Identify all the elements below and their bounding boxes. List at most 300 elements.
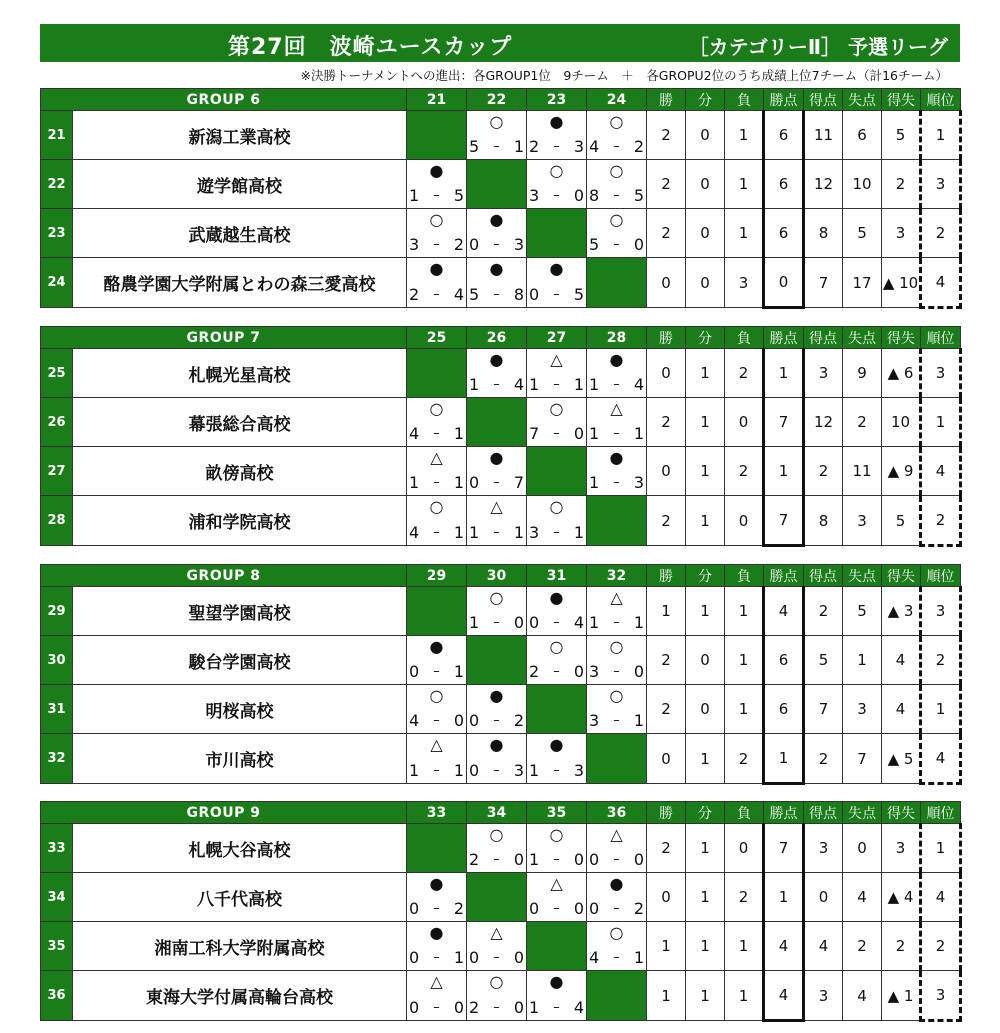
stat-header: 得失 — [882, 565, 921, 587]
team-number: 21 — [41, 111, 73, 160]
self-match-cell — [467, 636, 527, 685]
match-result-cell — [587, 685, 647, 734]
stat-draws: 0 — [686, 685, 725, 734]
table-row — [41, 349, 961, 398]
match-score — [409, 524, 464, 542]
result-symbol-icon: ○ — [609, 161, 624, 180]
match-score — [529, 187, 584, 205]
self-match-cell — [587, 971, 647, 1021]
result-symbol-icon: ○ — [609, 210, 624, 229]
stat-goals-against: 5 — [843, 209, 882, 258]
score-separator: – — [553, 664, 560, 679]
team-name: 八千代高校 — [73, 873, 407, 922]
match-result-cell — [407, 160, 467, 209]
stat-wins: 2 — [647, 111, 686, 160]
score-for: 2 — [529, 137, 540, 156]
stat-goals-against: 0 — [843, 824, 882, 873]
self-match-cell — [467, 873, 527, 922]
score-against: 0 — [453, 998, 465, 1017]
stat-header: 勝点 — [764, 327, 804, 349]
result-symbol-icon: △ — [550, 350, 563, 369]
score-separator: – — [613, 713, 620, 728]
stat-wins: 0 — [647, 734, 686, 784]
stat-goal-difference: 2 — [882, 160, 921, 209]
match-score — [409, 236, 464, 254]
stat-wins: 2 — [647, 398, 686, 447]
score-against: 2 — [633, 899, 645, 918]
score-separator: – — [493, 1000, 500, 1015]
stat-header: 分 — [686, 327, 725, 349]
stat-rank: 1 — [921, 685, 961, 734]
stat-losses: 0 — [725, 398, 764, 447]
score-separator: – — [493, 475, 500, 490]
stat-rank: 2 — [921, 209, 961, 258]
match-result-cell — [407, 685, 467, 734]
match-score — [529, 663, 584, 681]
match-score — [529, 286, 584, 304]
match-result-cell — [467, 447, 527, 496]
stat-goals-for: 7 — [804, 258, 843, 308]
opponent-column-header: 28 — [587, 327, 647, 349]
match-result-cell — [527, 160, 587, 209]
page-title: 第27回 波崎ユースカップ — [228, 35, 513, 60]
table-row — [41, 587, 961, 636]
score-for: 3 — [409, 235, 420, 254]
stat-draws: 1 — [686, 971, 725, 1021]
score-against: 1 — [633, 613, 645, 632]
score-for: 3 — [529, 186, 540, 205]
match-result-cell — [407, 636, 467, 685]
stat-draws: 1 — [686, 922, 725, 971]
match-result-cell — [407, 734, 467, 784]
stat-goals-against: 2 — [843, 922, 882, 971]
match-score — [409, 286, 464, 304]
match-score — [469, 949, 524, 967]
team-number: 36 — [41, 971, 73, 1021]
team-name: 東海大学付属高輪台高校 — [73, 971, 407, 1021]
self-match-cell — [527, 922, 587, 971]
score-against: 5 — [453, 186, 465, 205]
score-against: 3 — [573, 137, 585, 156]
match-result-cell — [527, 398, 587, 447]
stat-header: 勝点 — [764, 565, 804, 587]
team-number: 32 — [41, 734, 73, 784]
result-symbol-icon: ● — [489, 735, 504, 754]
stat-draws: 0 — [686, 209, 725, 258]
match-result-cell — [587, 447, 647, 496]
result-symbol-icon: ● — [429, 874, 444, 893]
team-name: 湘南工科大学附属高校 — [73, 922, 407, 971]
stat-goals-against: 2 — [843, 398, 882, 447]
stat-rank: 1 — [921, 111, 961, 160]
stat-draws: 1 — [686, 447, 725, 496]
team-number: 27 — [41, 447, 73, 496]
score-against: 3 — [633, 473, 645, 492]
stat-goals-for: 12 — [804, 160, 843, 209]
stat-goals-for: 8 — [804, 209, 843, 258]
stat-wins: 0 — [647, 349, 686, 398]
group-table — [40, 88, 962, 309]
match-result-cell — [587, 111, 647, 160]
result-symbol-icon: ○ — [549, 497, 564, 516]
match-score — [409, 762, 464, 780]
score-separator: – — [613, 139, 620, 154]
stat-goals-for: 5 — [804, 636, 843, 685]
match-score — [529, 900, 584, 918]
stat-goals-against: 11 — [843, 447, 882, 496]
result-symbol-icon: ● — [549, 588, 564, 607]
team-name: 駿台学園高校 — [73, 636, 407, 685]
stat-points: 0 — [764, 258, 804, 308]
stat-header: 順位 — [921, 327, 961, 349]
stat-goal-difference: ▲ 9 — [882, 447, 921, 496]
result-symbol-icon: ○ — [609, 112, 624, 131]
stat-points: 7 — [764, 496, 804, 546]
match-result-cell — [467, 111, 527, 160]
score-for: 1 — [589, 375, 600, 394]
result-symbol-icon: ● — [489, 259, 504, 278]
score-for: 1 — [529, 375, 540, 394]
score-separator: – — [613, 852, 620, 867]
stat-wins: 2 — [647, 685, 686, 734]
score-for: 1 — [589, 613, 600, 632]
match-score — [589, 376, 644, 394]
match-score — [529, 524, 584, 542]
stat-goals-against: 4 — [843, 971, 882, 1021]
stat-rank: 2 — [921, 496, 961, 546]
stat-wins: 2 — [647, 160, 686, 209]
match-score — [409, 949, 464, 967]
self-match-cell — [587, 496, 647, 546]
table-row — [41, 160, 961, 209]
result-symbol-icon: ○ — [549, 399, 564, 418]
stat-losses: 1 — [725, 111, 764, 160]
stat-points: 6 — [764, 209, 804, 258]
stat-points: 1 — [764, 447, 804, 496]
score-for: 3 — [529, 523, 540, 542]
score-for: 4 — [409, 424, 420, 443]
match-result-cell — [467, 209, 527, 258]
match-result-cell — [527, 636, 587, 685]
stat-points: 4 — [764, 971, 804, 1021]
stat-header: 失点 — [843, 802, 882, 824]
stat-header: 勝点 — [764, 802, 804, 824]
score-for: 2 — [529, 662, 540, 681]
match-result-cell — [407, 258, 467, 308]
stat-draws: 1 — [686, 496, 725, 546]
result-symbol-icon: △ — [430, 972, 443, 991]
score-separator: – — [433, 188, 440, 203]
score-for: 0 — [409, 948, 420, 967]
stat-goal-difference: ▲ 4 — [882, 873, 921, 922]
stat-points: 4 — [764, 587, 804, 636]
stat-header: 順位 — [921, 802, 961, 824]
stat-goal-difference: 5 — [882, 111, 921, 160]
result-symbol-icon: △ — [490, 923, 503, 942]
stat-goal-difference: 2 — [882, 922, 921, 971]
opponent-column-header: 23 — [527, 89, 587, 111]
score-against: 5 — [573, 285, 585, 304]
score-separator: – — [433, 287, 440, 302]
match-score — [529, 138, 584, 156]
stat-points: 7 — [764, 398, 804, 447]
stat-points: 6 — [764, 636, 804, 685]
stat-goals-against: 3 — [843, 496, 882, 546]
team-number: 34 — [41, 873, 73, 922]
stat-rank: 4 — [921, 258, 961, 308]
stat-rank: 2 — [921, 922, 961, 971]
score-against: 4 — [573, 998, 585, 1017]
stat-header: 負 — [725, 327, 764, 349]
stat-losses: 3 — [725, 258, 764, 308]
self-match-cell — [527, 209, 587, 258]
team-name: 遊学館高校 — [73, 160, 407, 209]
stat-rank: 4 — [921, 873, 961, 922]
score-against: 3 — [573, 761, 585, 780]
stat-goals-against: 1 — [843, 636, 882, 685]
stat-rank: 1 — [921, 824, 961, 873]
score-against: 0 — [513, 948, 525, 967]
stat-header: 勝 — [647, 565, 686, 587]
score-separator: – — [553, 377, 560, 392]
group-name: GROUP 7 — [41, 327, 407, 349]
stat-draws: 1 — [686, 873, 725, 922]
team-number: 31 — [41, 685, 73, 734]
stat-losses: 2 — [725, 349, 764, 398]
stat-header: 分 — [686, 565, 725, 587]
team-number: 26 — [41, 398, 73, 447]
result-symbol-icon: ○ — [489, 825, 504, 844]
stat-goal-difference: ▲ 10 — [882, 258, 921, 308]
result-symbol-icon: ○ — [489, 972, 504, 991]
result-symbol-icon: ○ — [609, 923, 624, 942]
stat-points: 1 — [764, 873, 804, 922]
match-result-cell — [467, 971, 527, 1021]
stat-header: 失点 — [843, 565, 882, 587]
stat-goals-against: 3 — [843, 685, 882, 734]
result-symbol-icon: ● — [489, 210, 504, 229]
score-against: 4 — [573, 613, 585, 632]
match-result-cell — [407, 873, 467, 922]
stat-goals-for: 11 — [804, 111, 843, 160]
score-against: 1 — [453, 662, 465, 681]
score-separator: – — [493, 763, 500, 778]
self-match-cell — [467, 160, 527, 209]
match-result-cell — [527, 349, 587, 398]
stat-wins: 2 — [647, 824, 686, 873]
team-number: 28 — [41, 496, 73, 546]
stat-losses: 1 — [725, 971, 764, 1021]
opponent-column-header: 26 — [467, 327, 527, 349]
match-result-cell — [467, 922, 527, 971]
score-against: 1 — [633, 424, 645, 443]
stat-wins: 2 — [647, 209, 686, 258]
score-for: 5 — [469, 137, 480, 156]
stat-goal-difference: 4 — [882, 685, 921, 734]
score-against: 0 — [633, 850, 645, 869]
table-row — [41, 922, 961, 971]
team-name: 新潟工業高校 — [73, 111, 407, 160]
match-score — [409, 425, 464, 443]
score-separator: – — [433, 237, 440, 252]
match-score — [469, 286, 524, 304]
score-for: 0 — [409, 899, 420, 918]
score-for: 1 — [529, 761, 540, 780]
opponent-column-header: 25 — [407, 327, 467, 349]
stat-header: 得点 — [804, 89, 843, 111]
team-number: 35 — [41, 922, 73, 971]
team-name: 聖望学園高校 — [73, 587, 407, 636]
score-for: 1 — [529, 850, 540, 869]
stat-rank: 3 — [921, 587, 961, 636]
team-number: 30 — [41, 636, 73, 685]
stat-rank: 1 — [921, 398, 961, 447]
score-against: 0 — [633, 235, 645, 254]
score-for: 3 — [589, 662, 600, 681]
stat-points: 1 — [764, 734, 804, 784]
result-symbol-icon: △ — [610, 588, 623, 607]
stat-goal-difference: ▲ 5 — [882, 734, 921, 784]
match-score — [409, 663, 464, 681]
stat-wins: 1 — [647, 971, 686, 1021]
score-against: 0 — [573, 899, 585, 918]
score-separator: – — [553, 525, 560, 540]
match-score — [589, 712, 644, 730]
score-separator: – — [433, 1000, 440, 1015]
stat-goal-difference: ▲ 6 — [882, 349, 921, 398]
match-score — [469, 762, 524, 780]
score-for: 1 — [589, 473, 600, 492]
table-row — [41, 734, 961, 784]
score-against: 5 — [633, 186, 645, 205]
match-score — [469, 712, 524, 730]
match-score — [529, 614, 584, 632]
score-separator: – — [433, 475, 440, 490]
score-separator: – — [553, 287, 560, 302]
score-against: 3 — [513, 235, 525, 254]
result-symbol-icon: ● — [429, 637, 444, 656]
team-number: 25 — [41, 349, 73, 398]
score-for: 1 — [409, 186, 420, 205]
match-result-cell — [587, 873, 647, 922]
score-against: 3 — [513, 761, 525, 780]
score-for: 0 — [589, 850, 600, 869]
result-symbol-icon: △ — [550, 874, 563, 893]
score-against: 1 — [453, 948, 465, 967]
score-for: 0 — [469, 948, 480, 967]
score-separator: – — [613, 950, 620, 965]
match-score — [469, 524, 524, 542]
result-symbol-icon: ● — [609, 874, 624, 893]
table-row — [41, 824, 961, 873]
stat-goals-against: 4 — [843, 873, 882, 922]
result-symbol-icon: ● — [609, 448, 624, 467]
result-symbol-icon: ○ — [429, 399, 444, 418]
match-score — [469, 614, 524, 632]
score-separator: – — [613, 426, 620, 441]
stat-header: 勝 — [647, 327, 686, 349]
score-separator: – — [613, 377, 620, 392]
score-against: 2 — [633, 137, 645, 156]
match-score — [589, 949, 644, 967]
stat-goals-for: 2 — [804, 587, 843, 636]
stat-wins: 0 — [647, 447, 686, 496]
result-symbol-icon: ● — [429, 161, 444, 180]
score-for: 7 — [529, 424, 540, 443]
stat-goals-for: 2 — [804, 447, 843, 496]
stat-goal-difference: 3 — [882, 824, 921, 873]
match-score — [529, 762, 584, 780]
stat-header: 負 — [725, 89, 764, 111]
stat-header: 勝 — [647, 802, 686, 824]
match-score — [589, 138, 644, 156]
result-symbol-icon: ● — [429, 923, 444, 942]
stat-goals-against: 17 — [843, 258, 882, 308]
result-symbol-icon: △ — [610, 399, 623, 418]
stat-goals-for: 3 — [804, 349, 843, 398]
stat-goal-difference: 10 — [882, 398, 921, 447]
stat-draws: 1 — [686, 349, 725, 398]
match-score — [589, 236, 644, 254]
table-row — [41, 873, 961, 922]
match-score — [589, 187, 644, 205]
table-row — [41, 111, 961, 160]
score-separator: – — [433, 426, 440, 441]
match-score — [529, 376, 584, 394]
match-score — [529, 851, 584, 869]
team-number: 29 — [41, 587, 73, 636]
match-result-cell — [467, 258, 527, 308]
match-result-cell — [407, 496, 467, 546]
score-against: 4 — [633, 375, 645, 394]
stat-draws: 1 — [686, 587, 725, 636]
stat-points: 6 — [764, 160, 804, 209]
stat-rank: 4 — [921, 734, 961, 784]
score-separator: – — [493, 139, 500, 154]
score-for: 0 — [409, 998, 420, 1017]
stat-goals-for: 8 — [804, 496, 843, 546]
match-result-cell — [527, 258, 587, 308]
score-separator: – — [613, 237, 620, 252]
match-result-cell — [407, 447, 467, 496]
match-score — [529, 999, 584, 1017]
stat-points: 7 — [764, 824, 804, 873]
opponent-column-header: 31 — [527, 565, 587, 587]
stat-rank: 3 — [921, 971, 961, 1021]
result-symbol-icon: ● — [549, 112, 564, 131]
result-symbol-icon: ● — [489, 686, 504, 705]
score-separator: – — [493, 950, 500, 965]
stat-wins: 0 — [647, 873, 686, 922]
self-match-cell — [407, 111, 467, 160]
score-against: 0 — [513, 613, 525, 632]
score-against: 8 — [513, 285, 525, 304]
match-result-cell — [587, 922, 647, 971]
match-result-cell — [527, 111, 587, 160]
team-name: 酪農学園大学附属とわの森三愛高校 — [73, 258, 407, 308]
stat-goals-for: 2 — [804, 734, 843, 784]
match-result-cell — [527, 734, 587, 784]
match-score — [409, 999, 464, 1017]
score-separator: – — [433, 763, 440, 778]
stat-header: 勝 — [647, 89, 686, 111]
team-number: 33 — [41, 824, 73, 873]
score-for: 0 — [589, 899, 600, 918]
score-for: 0 — [409, 662, 420, 681]
score-for: 5 — [469, 285, 480, 304]
match-score — [589, 851, 644, 869]
stat-goal-difference: 5 — [882, 496, 921, 546]
